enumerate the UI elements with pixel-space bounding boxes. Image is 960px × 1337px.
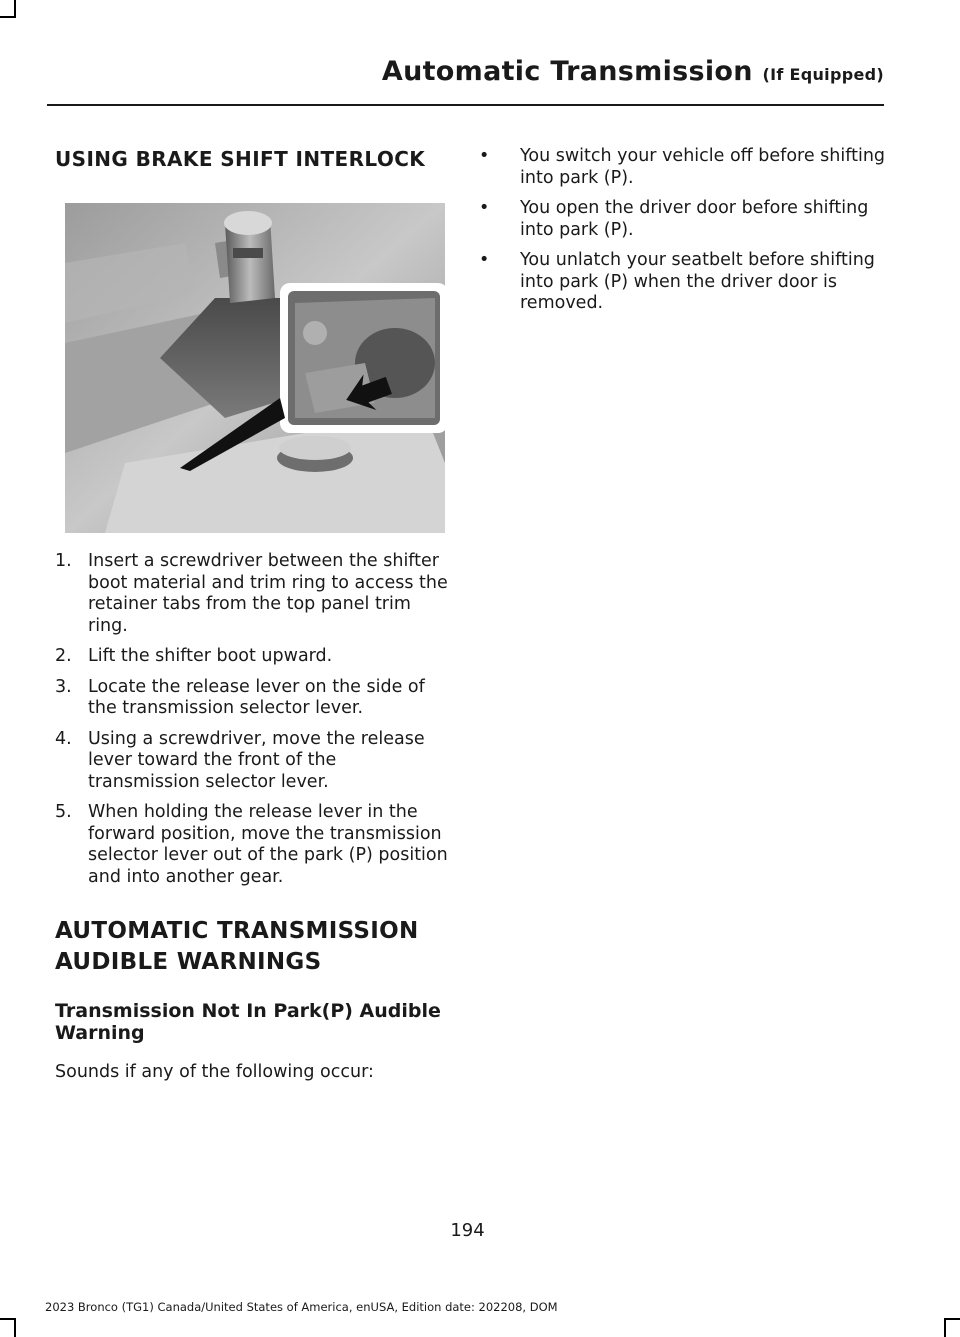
bullet-mark: •: [479, 198, 490, 218]
step-item: [55, 802, 450, 888]
crop-mark-top-left-horizontal: [0, 16, 16, 18]
body-paragraph: Sounds if any of the following occur:: [55, 1062, 374, 1082]
heading-line-1: AUTOMATIC TRANSMISSION: [55, 918, 419, 944]
page-header-title: [0, 56, 884, 87]
section-heading-brake-shift-interlock: USING BRAKE SHIFT INTERLOCK: [55, 147, 426, 171]
step-number: 3.: [55, 676, 72, 697]
crop-mark-bottom-left-vertical: [14, 1318, 16, 1337]
bullet-mark: •: [479, 146, 490, 166]
crop-mark-bottom-right-vertical: [944, 1318, 946, 1337]
left-column: [55, 146, 450, 1083]
bullet-mark: •: [479, 250, 490, 270]
step-text: When holding the release lever in the forward position, move the transmission selector lever out of the park (P) position and into another gear.: [88, 802, 448, 887]
step-text: Using a screwdriver, move the release lever toward the front of the transmission selector lever.: [88, 728, 425, 792]
step-number: 1.: [55, 551, 72, 571]
step-number: 4.: [55, 728, 72, 749]
bullet-text: You open the driver door before shifting into park (P).: [520, 198, 869, 240]
edition-footer: 2023 Bronco (TG1) Canada/United States of America, enUSA, Edition date: 202208, DOM: [45, 1300, 558, 1314]
bullet-item: [479, 146, 889, 189]
section-heading-audible-warnings: [55, 916, 450, 978]
release-steps-list: [55, 551, 450, 888]
step-item: [55, 646, 450, 668]
bullet-item: [479, 198, 889, 241]
step-text: Locate the release lever on the side of the transmission selector lever.: [88, 676, 425, 718]
shifter-illustration: [65, 203, 445, 533]
right-column: [479, 146, 889, 324]
step-item: [55, 551, 450, 637]
subheading-not-in-park-warning: Transmission Not In Park(P) Audible Warning: [55, 1000, 441, 1044]
step-item: [55, 677, 450, 720]
step-number: 5.: [55, 802, 72, 822]
step-text: Insert a screwdriver between the shifter boot material and trim ring to access the retainer tabs from the top panel trim ring.: [88, 551, 448, 636]
header-divider: [47, 104, 884, 106]
header-title-main: Automatic Transmission: [381, 56, 753, 87]
step-number: 2.: [55, 646, 72, 666]
crop-mark-bottom-right-horizontal: [944, 1318, 960, 1320]
step-item: [55, 729, 450, 794]
bullet-text: You switch your vehicle off before shifting into park (P).: [520, 146, 886, 188]
step-text: Lift the shifter boot upward.: [88, 646, 333, 666]
warning-conditions-list: [479, 146, 889, 315]
header-title-suffix: (If Equipped): [762, 65, 884, 84]
crop-mark-bottom-left-horizontal: [0, 1318, 16, 1320]
heading-line-2: AUDIBLE WARNINGS: [55, 949, 322, 975]
page-number: 194: [450, 1220, 485, 1241]
bullet-text: You unlatch your seatbelt before shifting into park (P) when the driver door is removed.: [520, 250, 875, 313]
bullet-item: [479, 250, 889, 315]
